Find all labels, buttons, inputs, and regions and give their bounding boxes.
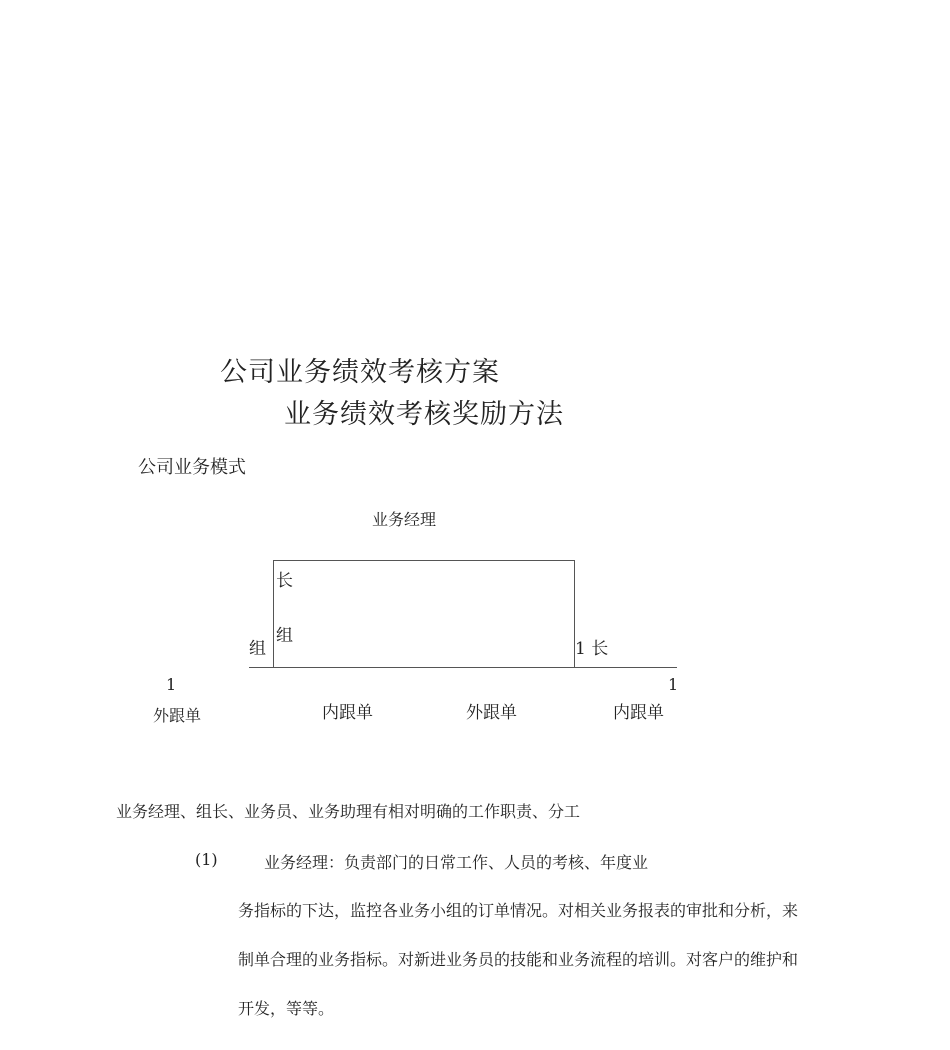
list-item-number: (1) — [195, 850, 218, 869]
org-right-label: 1 长 — [575, 639, 609, 659]
org-bottom-label: 外跟单 — [153, 706, 202, 725]
org-left-label: 组 — [249, 639, 266, 659]
org-inner-mid-label: 组 — [276, 626, 293, 646]
org-bottom-label: 内跟单 — [322, 703, 373, 723]
org-bottom-label: 内跟单 — [613, 703, 664, 723]
org-box — [273, 560, 575, 668]
list-item-line: 务指标的下达，监控各业务小组的订单情况。对相关业务报表的审批和分析，来 — [238, 901, 799, 920]
org-right-number: 1 — [668, 675, 679, 694]
org-baseline — [249, 667, 677, 668]
list-item-line: 制单合理的业务指标。对新进业务员的技能和业务流程的培训。对客户的维护和 — [238, 950, 799, 969]
org-bottom-label: 外跟单 — [466, 703, 517, 723]
org-inner-top-label: 长 — [276, 571, 293, 591]
org-manager-label: 业务经理 — [372, 510, 437, 529]
section-heading: 公司业务模式 — [138, 457, 246, 478]
document-title: 公司业务绩效考核方案 — [220, 357, 500, 388]
org-left-number: 1 — [166, 675, 177, 694]
list-item-line: 业务经理：负责部门的日常工作、人员的考核、年度业 — [264, 853, 649, 872]
document-subtitle: 业务绩效考核奖励方法 — [284, 399, 564, 430]
intro-paragraph: 业务经理、组长、业务员、业务助理有相对明确的工作职责、分工 — [116, 802, 581, 821]
list-item-line: 开发，等等。 — [238, 999, 335, 1018]
